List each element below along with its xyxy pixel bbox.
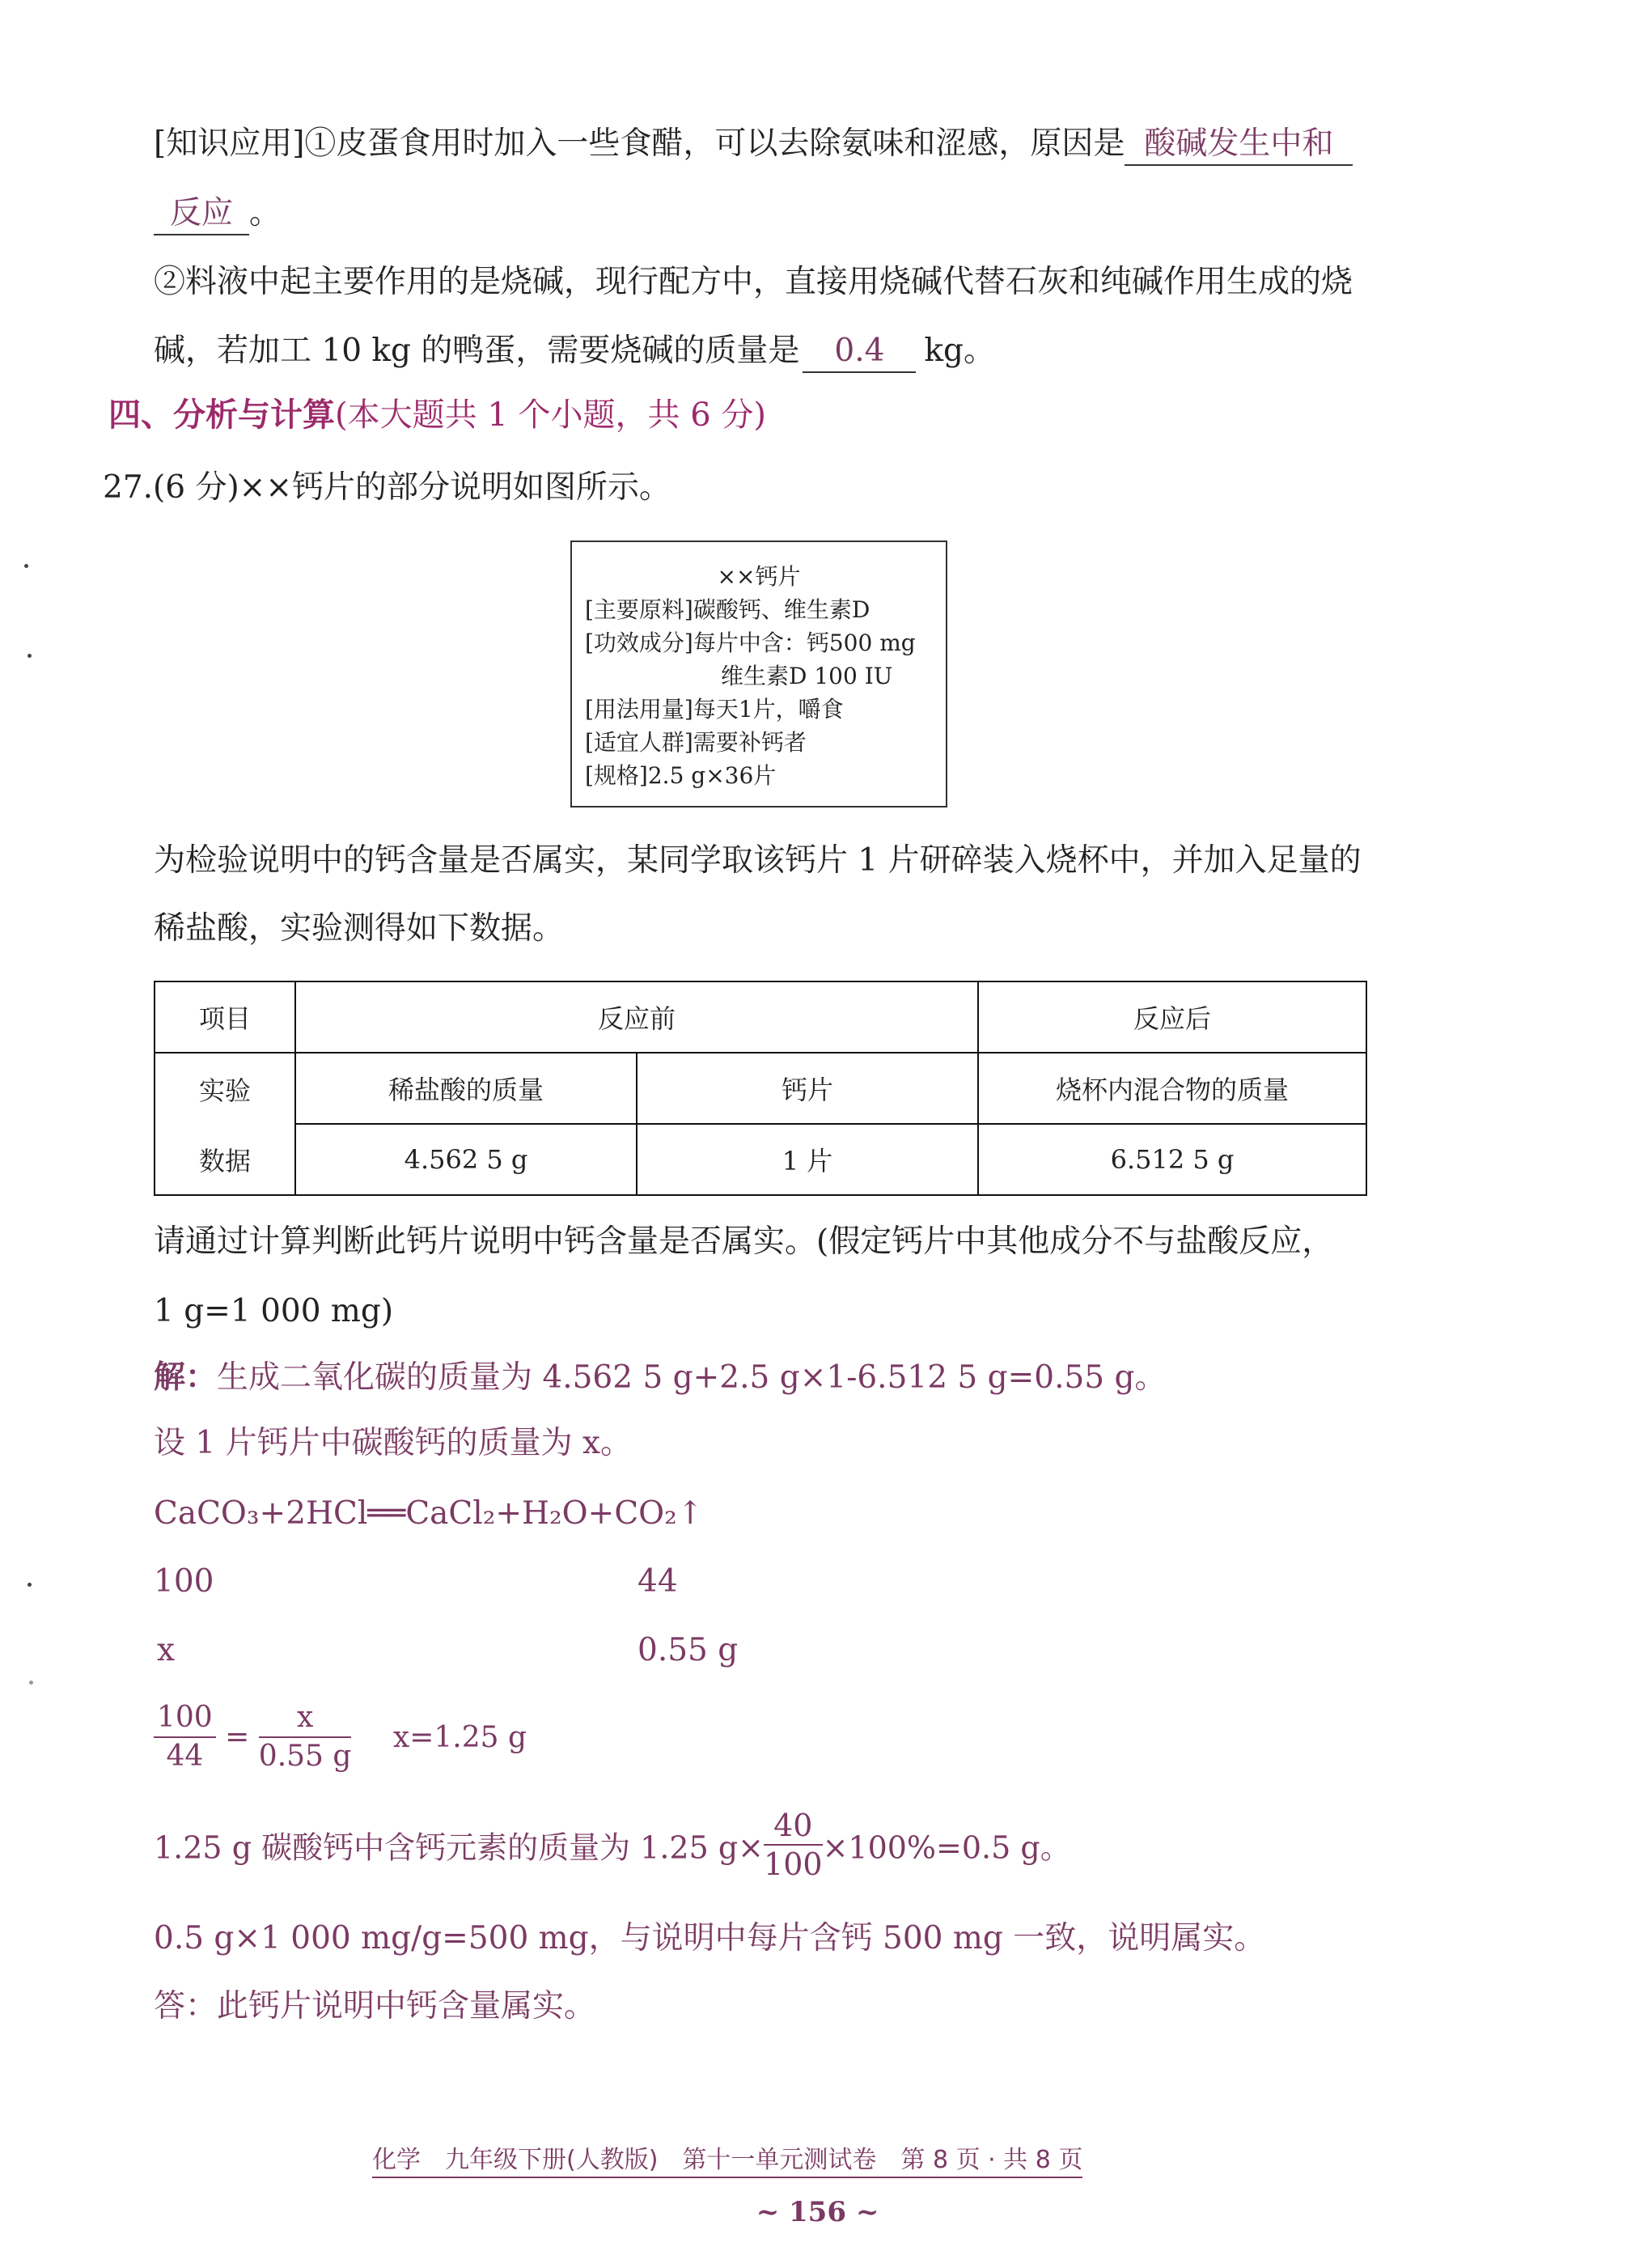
section-title: 四、分析与计算 bbox=[108, 396, 335, 434]
experiment-data-table bbox=[154, 981, 1367, 1196]
paragraph-line: 1 g=1 000 mg) bbox=[154, 1293, 394, 1329]
punctuation: 。 bbox=[249, 195, 282, 231]
table-row bbox=[155, 1053, 1366, 1124]
solution-line: 设 1 片钙片中碳酸钙的质量为 x。 bbox=[154, 1425, 632, 1461]
fraction: $\frac{100}{44}$ bbox=[154, 1699, 216, 1775]
section-note: (本大题共 1 个小题，共 6 分) bbox=[335, 396, 766, 434]
answer-blank: 反应 bbox=[154, 193, 249, 235]
table-header-cell: 反应后 bbox=[978, 981, 1366, 1053]
molar-mass-value: 44 bbox=[637, 1563, 678, 1600]
page-number: ~ 156 ~ bbox=[756, 2196, 879, 2228]
question-text-line bbox=[154, 329, 995, 374]
knowledge-application-line-cont bbox=[154, 191, 281, 236]
paragraph-line: 为检验说明中的钙含量是否属实，某同学取该钙片 1 片研碎装入烧杯中，并加入足量的 bbox=[154, 842, 1362, 879]
proportion-equation bbox=[154, 1699, 527, 1775]
table-header-cell: 项目 bbox=[155, 981, 295, 1053]
table-row-label: 数据 bbox=[155, 1124, 295, 1195]
solution-text: 生成二氧化碳的质量为 4.562 5 g+2.5 g×1-6.512 5 g=0.55 g。 bbox=[217, 1359, 1167, 1396]
question-text: [知识应用]①皮蛋食用时加入一些食醋，可以去除氨味和涩感，原因是 bbox=[154, 125, 1125, 162]
table-cell: 6.512 5 g bbox=[978, 1124, 1366, 1195]
table-row bbox=[155, 981, 1366, 1053]
solution-line bbox=[154, 1354, 1166, 1401]
equals-sign: = bbox=[225, 1720, 250, 1754]
solution-line: 0.5 g×1 000 mg/g=500 mg，与说明中每片含钙 500 mg 一致，说明属实。 bbox=[154, 1920, 1266, 1956]
margin-speck bbox=[28, 654, 32, 658]
answer-blank: 酸碱发生中和 bbox=[1125, 124, 1353, 166]
table-header-cell: 反应前 bbox=[295, 981, 978, 1053]
solution-text: 1.25 g 碳酸钙中含钙元素的质量为 1.25 g× bbox=[154, 1829, 765, 1866]
label-line: [功效成分]每片中含：钙500 mg bbox=[585, 630, 916, 656]
fraction: $\frac{40}{100}$ bbox=[764, 1808, 823, 1882]
page-footer: 化学 九年级下册(人教版) 第十一单元测试卷 第 8 页 · 共 8 页 bbox=[372, 2139, 1082, 2178]
label-line: [规格]2.5 g×36片 bbox=[585, 762, 777, 789]
fraction: $\frac{x}{0.55 g}$ bbox=[258, 1701, 352, 1773]
margin-speck bbox=[24, 564, 28, 568]
paragraph-line: 稀盐酸，实验测得如下数据。 bbox=[154, 910, 565, 947]
table-cell: 1 片 bbox=[637, 1124, 978, 1195]
paragraph-line: 请通过计算判断此钙片说明中钙含量是否属实。(假定钙片中其他成分不与盐酸反应， bbox=[154, 1223, 1334, 1260]
molar-mass-value: 100 bbox=[154, 1563, 214, 1600]
table-row-label: 实验 bbox=[155, 1053, 295, 1124]
question-27-stem: 27.(6 分)××钙片的部分说明如图所示。 bbox=[103, 469, 671, 506]
table-cell: 稀盐酸的质量 bbox=[295, 1053, 637, 1124]
label-line: 维生素D 100 IU bbox=[721, 663, 893, 689]
question-text-line: ②料液中起主要作用的是烧碱，现行配方中，直接用烧碱代替石灰和纯碱作用生成的烧 bbox=[154, 264, 1353, 300]
label-title: ××钙片 bbox=[717, 563, 801, 590]
knowledge-application-line bbox=[154, 121, 1353, 167]
solution-text: ×100%=0.5 g。 bbox=[822, 1829, 1071, 1866]
label-line: [用法用量]每天1片，嚼食 bbox=[585, 696, 844, 723]
margin-speck bbox=[29, 1681, 33, 1685]
label-line: [适宜人群]需要补钙者 bbox=[585, 729, 807, 756]
unknown-value: x bbox=[157, 1632, 175, 1668]
chemical-equation: CaCO₃+2HCl══CaCl₂+H₂O+CO₂↑ bbox=[154, 1495, 704, 1532]
section-heading bbox=[108, 392, 766, 438]
table-cell: 烧杯内混合物的质量 bbox=[978, 1053, 1366, 1124]
product-label-box bbox=[570, 541, 947, 808]
known-value: 0.55 g bbox=[637, 1632, 739, 1668]
result-text: x=1.25 g bbox=[392, 1720, 527, 1754]
solution-label: 解： bbox=[154, 1359, 218, 1396]
table-row bbox=[155, 1124, 1366, 1195]
unit-text: kg。 bbox=[924, 333, 996, 369]
label-line: [主要原料]碳酸钙、维生素D bbox=[585, 596, 870, 623]
answer-conclusion: 答：此钙片说明中钙含量属实。 bbox=[154, 1988, 596, 2024]
margin-speck bbox=[28, 1583, 32, 1587]
solution-line bbox=[154, 1807, 1071, 1883]
table-cell: 4.562 5 g bbox=[295, 1124, 637, 1195]
question-text: 碱，若加工 10 kg 的鸭蛋，需要烧碱的质量是 bbox=[154, 333, 800, 369]
answer-blank: 0.4 bbox=[803, 331, 916, 373]
table-cell: 钙片 bbox=[637, 1053, 978, 1124]
